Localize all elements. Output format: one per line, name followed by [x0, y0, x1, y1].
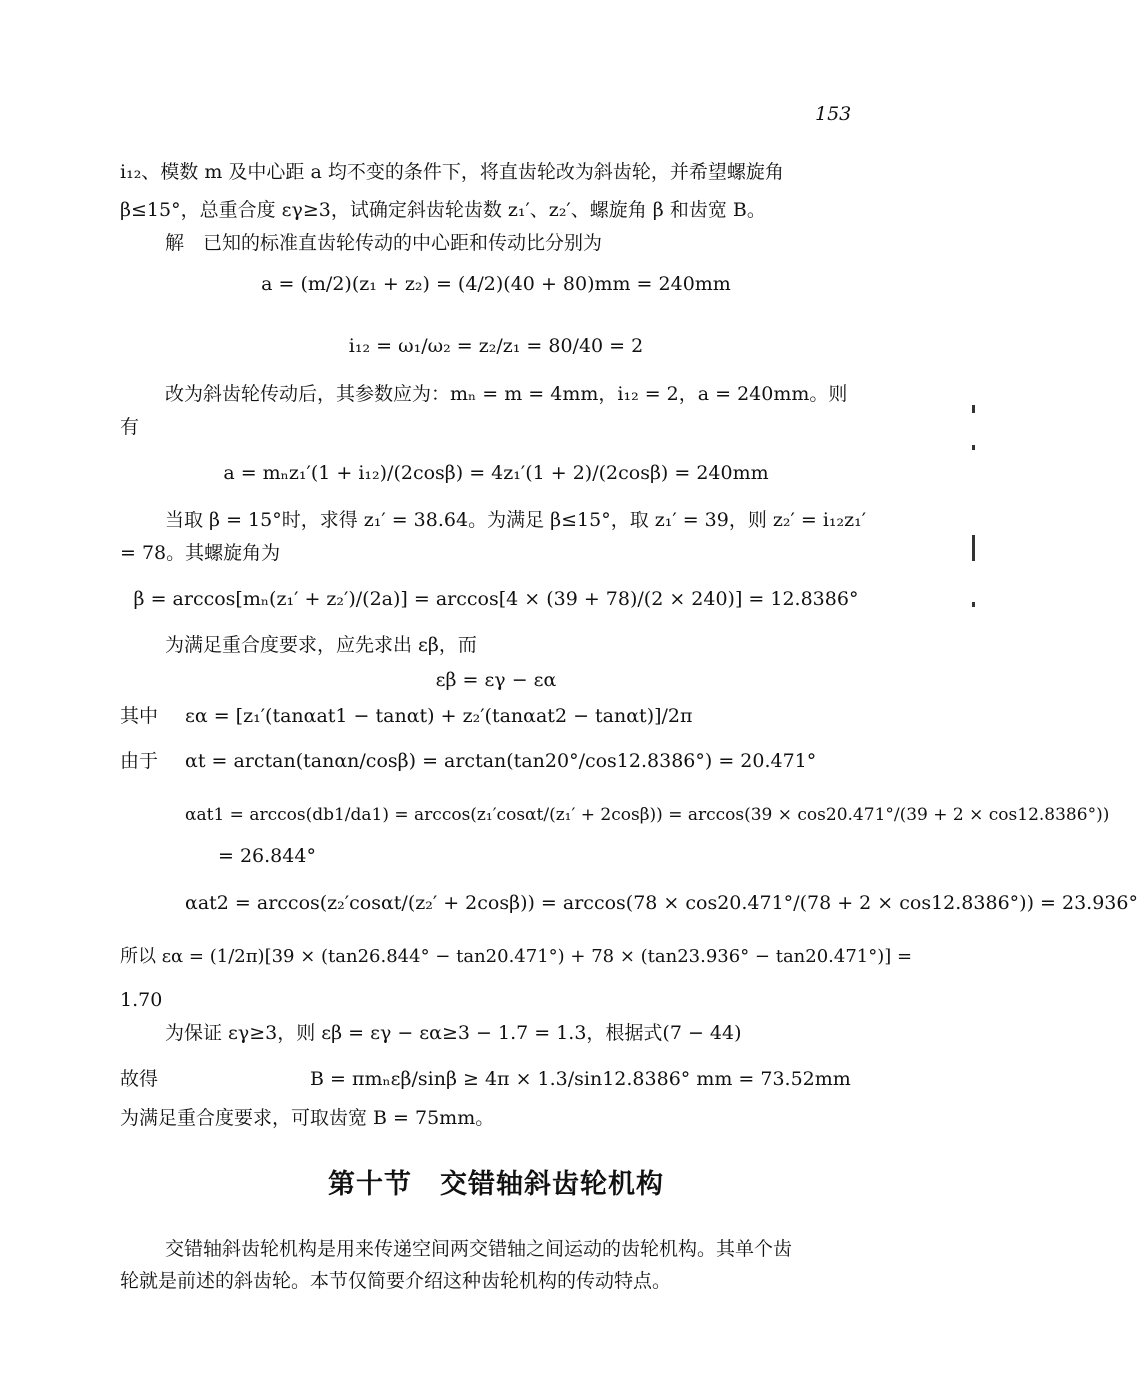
paragraph-beta-15: 当取 β = 15°时，求得 z₁′ = 38.64。为满足 β≤15°，取 z₁′ = 39，则 z₂′ = i₁₂z₁′ — [165, 509, 867, 531]
paragraph-after-change-cont: 有 — [120, 416, 140, 438]
scan-mark — [972, 405, 975, 413]
problem-line-1: i₁₂、模数 m 及中心距 a 均不变的条件下，将直齿轮改为斜齿轮，并希望螺旋角 — [120, 161, 784, 183]
paragraph-after-change: 改为斜齿轮传动后，其参数应为：mₙ = m = 4mm，i₁₂ = 2，a = 240mm。则 — [165, 383, 848, 405]
label-hence: 故得 — [120, 1068, 159, 1090]
label-where: 其中 — [120, 705, 159, 727]
paragraph-conclusion: 为满足重合度要求，可取齿宽 B = 75mm。 — [120, 1107, 495, 1129]
problem-line-2: β≤15°，总重合度 εγ≥3，试确定斜齿轮齿数 z₁′、z₂′、螺旋角 β 和齿宽 B。 — [120, 199, 766, 221]
solution-intro: 解 已知的标准直齿轮传动的中心距和传动比分别为 — [165, 232, 603, 254]
scan-mark — [972, 535, 975, 561]
equation-alpha-t: αt = arctan(tanαn/cosβ) = arctan(tan20°/cos12.8386°) = 20.471° — [185, 750, 817, 772]
section-paragraph-line-2: 轮就是前述的斜齿轮。本节仅简要介绍这种齿轮机构的传动特点。 — [120, 1270, 672, 1292]
section-title: 第十节 交错轴斜齿轮机构 — [328, 1169, 664, 1200]
section-paragraph-line-1: 交错轴斜齿轮机构是用来传递空间两交错轴之间运动的齿轮机构。其单个齿 — [165, 1238, 793, 1260]
equation-center-distance: a = (m/2)(z₁ + z₂) = (4/2)(40 + 80)mm = 240mm — [261, 273, 731, 295]
equation-transmission-ratio: i₁₂ = ω₁/ω₂ = z₂/z₁ = 80/40 = 2 — [348, 335, 644, 357]
scan-mark — [972, 602, 975, 607]
equation-helix-angle: β = arccos[mₙ(z₁′ + z₂′)/(2a)] = arccos[4 × (39 + 78)/(2 × 240)] = 12.8386° — [133, 588, 859, 610]
equation-eps-alpha-value-cont: 1.70 — [120, 989, 163, 1011]
equation-face-width: B = πmₙεβ/sinβ ≥ 4π × 1.3/sin12.8386° mm = 73.52mm — [310, 1068, 851, 1090]
equation-alpha-at2: αat2 = arccos(z₂′cosαt/(z₂′ + 2cosβ)) = arccos(78 × cos20.471°/(78 + 2 × cos12.8386°)) = 23.936° — [185, 892, 1138, 914]
equation-eps-beta: εβ = εγ − εα — [435, 669, 557, 691]
paragraph-beta-15-cont: = 78。其螺旋角为 — [120, 542, 281, 564]
paragraph-overlap-requirement: 为满足重合度要求，应先求出 εβ，而 — [165, 634, 477, 656]
equation-helical-center-distance: a = mₙz₁′(1 + i₁₂)/(2cosβ) = 4z₁′(1 + 2)/(2cosβ) = 240mm — [223, 462, 769, 484]
label-because: 由于 — [120, 750, 159, 772]
equation-alpha-at1-result: = 26.844° — [218, 845, 316, 867]
page-number: 153 — [815, 103, 852, 125]
equation-alpha-at1: αat1 = arccos(db1/da1) = arccos(z₁′cosαt/(z₁′ + 2cosβ)) = arccos(39 × cos20.471°/(39 + 2 × cos12.8386°)) — [185, 805, 1110, 825]
scan-mark — [972, 445, 975, 450]
paragraph-guarantee: 为保证 εγ≥3，则 εβ = εγ − εα≥3 − 1.7 = 1.3，根据式(7 − 44) — [165, 1022, 742, 1044]
equation-eps-alpha: εα = [z₁′(tanαat1 − tanαt) + z₂′(tanαat2 − tanαt)]/2π — [185, 705, 693, 727]
equation-eps-alpha-value: 所以 εα = (1/2π)[39 × (tan26.844° − tan20.471°) + 78 × (tan23.936° − tan20.471°)] = — [120, 946, 913, 967]
